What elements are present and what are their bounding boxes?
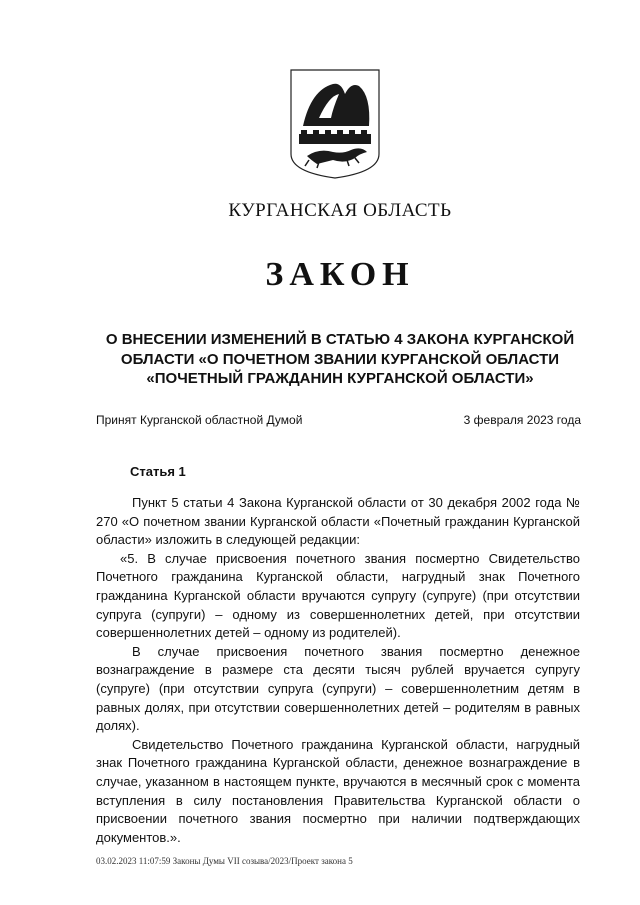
adoption-date: 3 февраля 2023 года [463, 413, 581, 427]
footer-stamp: 03.02.2023 11:07:59 Законы Думы VII созыва/2023/Проект закона 5 [96, 856, 353, 866]
article-paragraph: В случае присвоения почетного звания посмертно денежное вознаграждение в размере ста десяти тысяч рублей вручается супругу (супруге) (при отсутствии супруга (супруги) – совершеннолетним детям в равных долях, при отсутствии совершеннолетних детей – родителям в равных долях). [96, 643, 580, 734]
law-subject [100, 330, 580, 389]
law-subject-line: «ПОЧЕТНЫЙ ГРАЖДАНИН КУРГАНСКОЙ ОБЛАСТИ» [146, 370, 534, 387]
law-subject-line: О ВНЕСЕНИИ ИЗМЕНЕНИЙ В СТАТЬЮ 4 ЗАКОНА КУРГАНСКОЙ [105, 331, 575, 348]
article-body [96, 494, 580, 847]
article-heading: Статья 1 [130, 464, 186, 479]
article-paragraph: Свидетельство Почетного гражданина Курганской области, нагрудный знак Почетного гражданина Курганской области, денежное вознаграждение в случае, указанном в настоящем пункте, вручаются в месячный срок с момента вступления в силу постановления Правительства Курганской области о присвоении почетного звания посмертно при наличии подтверждающих документов.». [96, 736, 580, 845]
document-title: ЗАКОН [265, 256, 415, 293]
article-paragraph: Пункт 5 статьи 4 Закона Курганской области от 30 декабря 2002 года № 270 «О почетном звании Курганской области «Почетный гражданин Курганской области» изложить в следующей редакции: [96, 495, 580, 548]
region-name: КУРГАНСКАЯ ОБЛАСТЬ [228, 200, 452, 221]
article-paragraph: «5. В случае присвоения почетного звания посмертно Свидетельство Почетного гражданина Курганской области, нагрудный знак Почетного гражданина Курганской области вручаются супругу (супруге) (при отсутствии супруга (супруги) – одному из совершеннолетних детей, при отсутствии совершеннолетних детей – одному из родителей). [96, 550, 580, 641]
adopted-by-label: Принят Курганской областной Думой [96, 413, 303, 427]
law-subject-line: ОБЛАСТИ «О ПОЧЕТНОМ ЗВАНИИ КУРГАНСКОЙ ОБЛАСТИ [120, 350, 560, 368]
coat-of-arms-icon [289, 68, 381, 180]
